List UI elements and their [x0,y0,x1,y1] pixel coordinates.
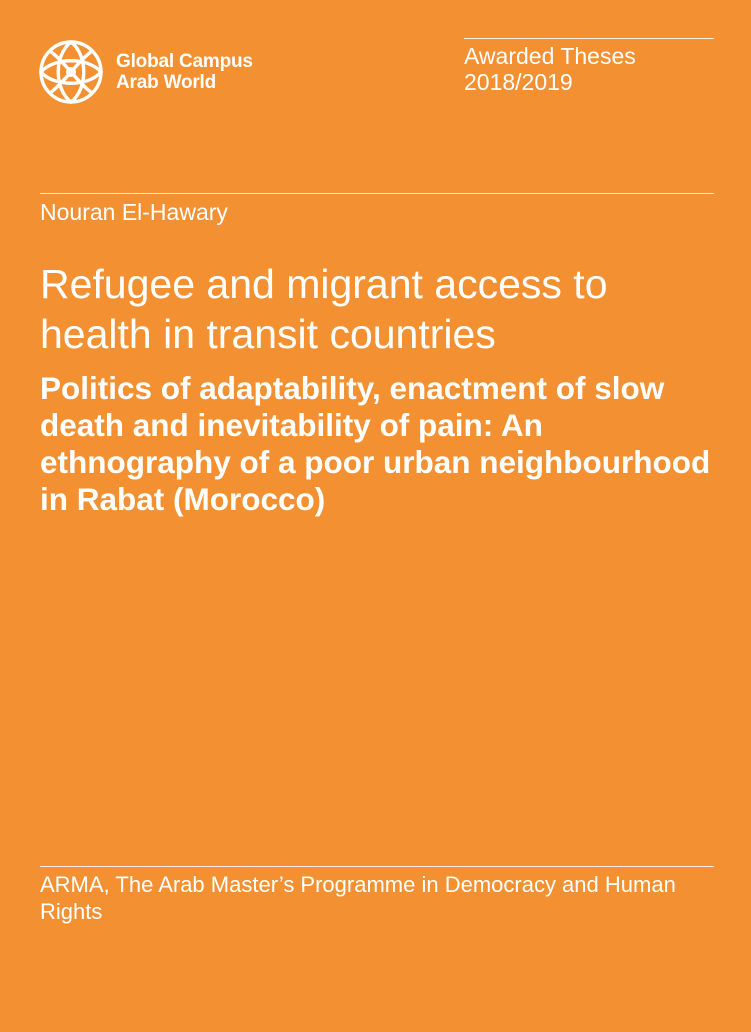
series-label [464,43,714,95]
author-rule [40,193,714,194]
series-rule [464,38,714,39]
author-name: Nouran El-Hawary [40,199,228,225]
logo-line-1: Global Campus [116,51,253,72]
global-campus-swirl-icon [38,39,104,105]
series-line-2: 2018/2019 [464,69,573,95]
logo [38,38,288,106]
series-line-1: Awarded Theses [464,43,636,69]
programme-name: ARMA, The Arab Master’s Programme in Democracy and Human Rights [40,872,676,924]
logo-wordmark [116,51,253,93]
thesis-title: Refugee and migrant access to health in transit countries [40,261,608,357]
logo-line-2: Arab World [116,72,217,93]
thesis-subtitle: Politics of adaptability, enactment of slow death and inevitability of pain: An ethnography of a poor urban neighbourhood in Rabat (Morocco) [40,370,711,517]
footer-rule [40,866,714,867]
